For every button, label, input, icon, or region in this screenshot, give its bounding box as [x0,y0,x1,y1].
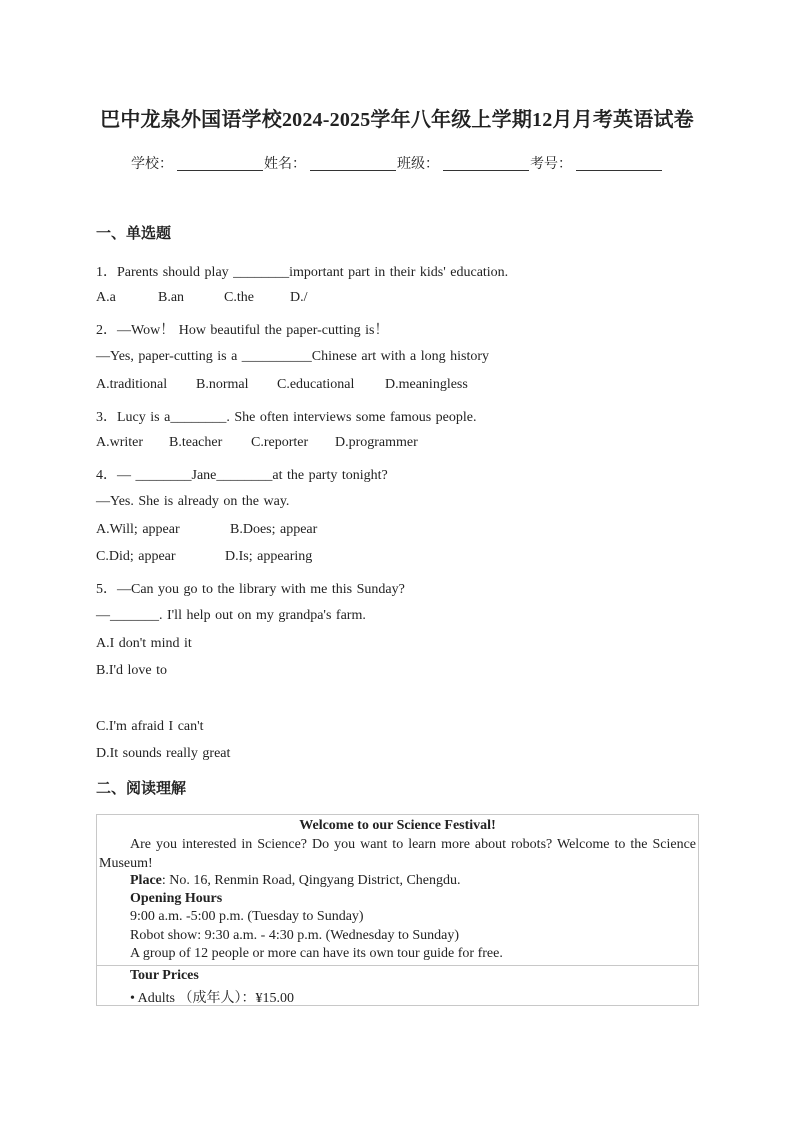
section-title-single-choice: 一、单选题 [96,224,172,242]
option: D./ [290,290,308,305]
question-1-options [96,290,308,306]
option: C.educational [277,377,355,392]
question-5-option-c: C.I'm afraid I can't [96,719,204,734]
place-label: Place [130,873,162,888]
tour-prices-label: Tour Prices [130,968,199,983]
exam-title: 巴中龙泉外国语学校2024-2025学年八年级上学期12月月考英语试卷 [100,109,694,131]
option: A.a [96,290,116,305]
number-blank[interactable] [576,156,662,171]
school-label: 学校： [131,156,173,172]
opening-hours-label: Opening Hours [130,891,223,906]
option: B.Does; appear [230,522,318,537]
class-blank[interactable] [443,156,529,171]
option: C.Did; appear [96,549,176,564]
question-5-reply: —_______. I'll help out on my grandpa's farm. [96,608,366,623]
question-2-reply: —Yes, paper-cutting is a __________Chinese art with a long history [96,349,490,364]
passage-row-1 [97,815,698,966]
question-4-options-row-2 [96,549,312,565]
option: D.Is; appearing [225,549,313,564]
question-3-options [96,435,418,451]
option: B.an [158,290,185,305]
class-label: 班级： [397,156,439,172]
section-title-reading: 二、阅读理解 [96,779,187,797]
option: B.teacher [169,435,223,450]
reading-passage-table [96,814,699,1006]
student-info-row [0,153,794,173]
price-adults: • Adults （成年人）：¥15.00 [130,991,294,1006]
option: C.the [224,290,254,305]
option: D.programmer [335,435,418,450]
question-1: 1．Parents should play ________important part in their kids' education. [96,265,509,280]
place-value: : No. 16, Renmin Road, Qingyang District, Chengdu. [161,873,461,888]
option: A.writer [96,435,144,450]
group-note: A group of 12 people or more can have its own tour guide for free. [130,946,503,961]
question-2-options [96,377,468,393]
name-label: 姓名： [264,156,306,172]
opening-hours-1: 9:00 a.m. -5:00 p.m. (Tuesday to Sunday) [130,909,364,924]
opening-hours-2: Robot show: 9:30 a.m. - 4:30 p.m. (Wednesday to Sunday) [130,928,460,943]
option: A.Will; appear [96,522,180,537]
question-5-option-b: B.I'd love to [96,663,168,678]
question-5: 5．—Can you go to the library with me this Sunday? [96,582,405,597]
passage-place [130,873,461,889]
question-4: 4．— ________Jane________at the party tonight? [96,468,388,483]
option: D.meaningless [385,377,468,392]
option: A.traditional [96,377,168,392]
question-5-option-a: A.I don't mind it [96,636,192,651]
number-label: 考号： [530,156,572,172]
question-4-reply: —Yes. She is already on the way. [96,494,290,509]
question-4-options-row-1 [96,522,317,538]
option: C.reporter [251,435,309,450]
question-3: 3．Lucy is a________. She often interviews some famous people. [96,410,477,425]
question-5-option-d: D.It sounds really great [96,746,231,761]
name-blank[interactable] [310,156,396,171]
passage-intro: Are you interested in Science? Do you want to learn more about robots? Welcome to the Science Museum! [99,837,696,871]
school-blank[interactable] [177,156,263,171]
question-2: 2．—Wow！ How beautiful the paper-cutting is！ [96,323,389,338]
option: B.normal [196,377,249,392]
passage-heading: Welcome to our Science Festival! [299,818,496,833]
